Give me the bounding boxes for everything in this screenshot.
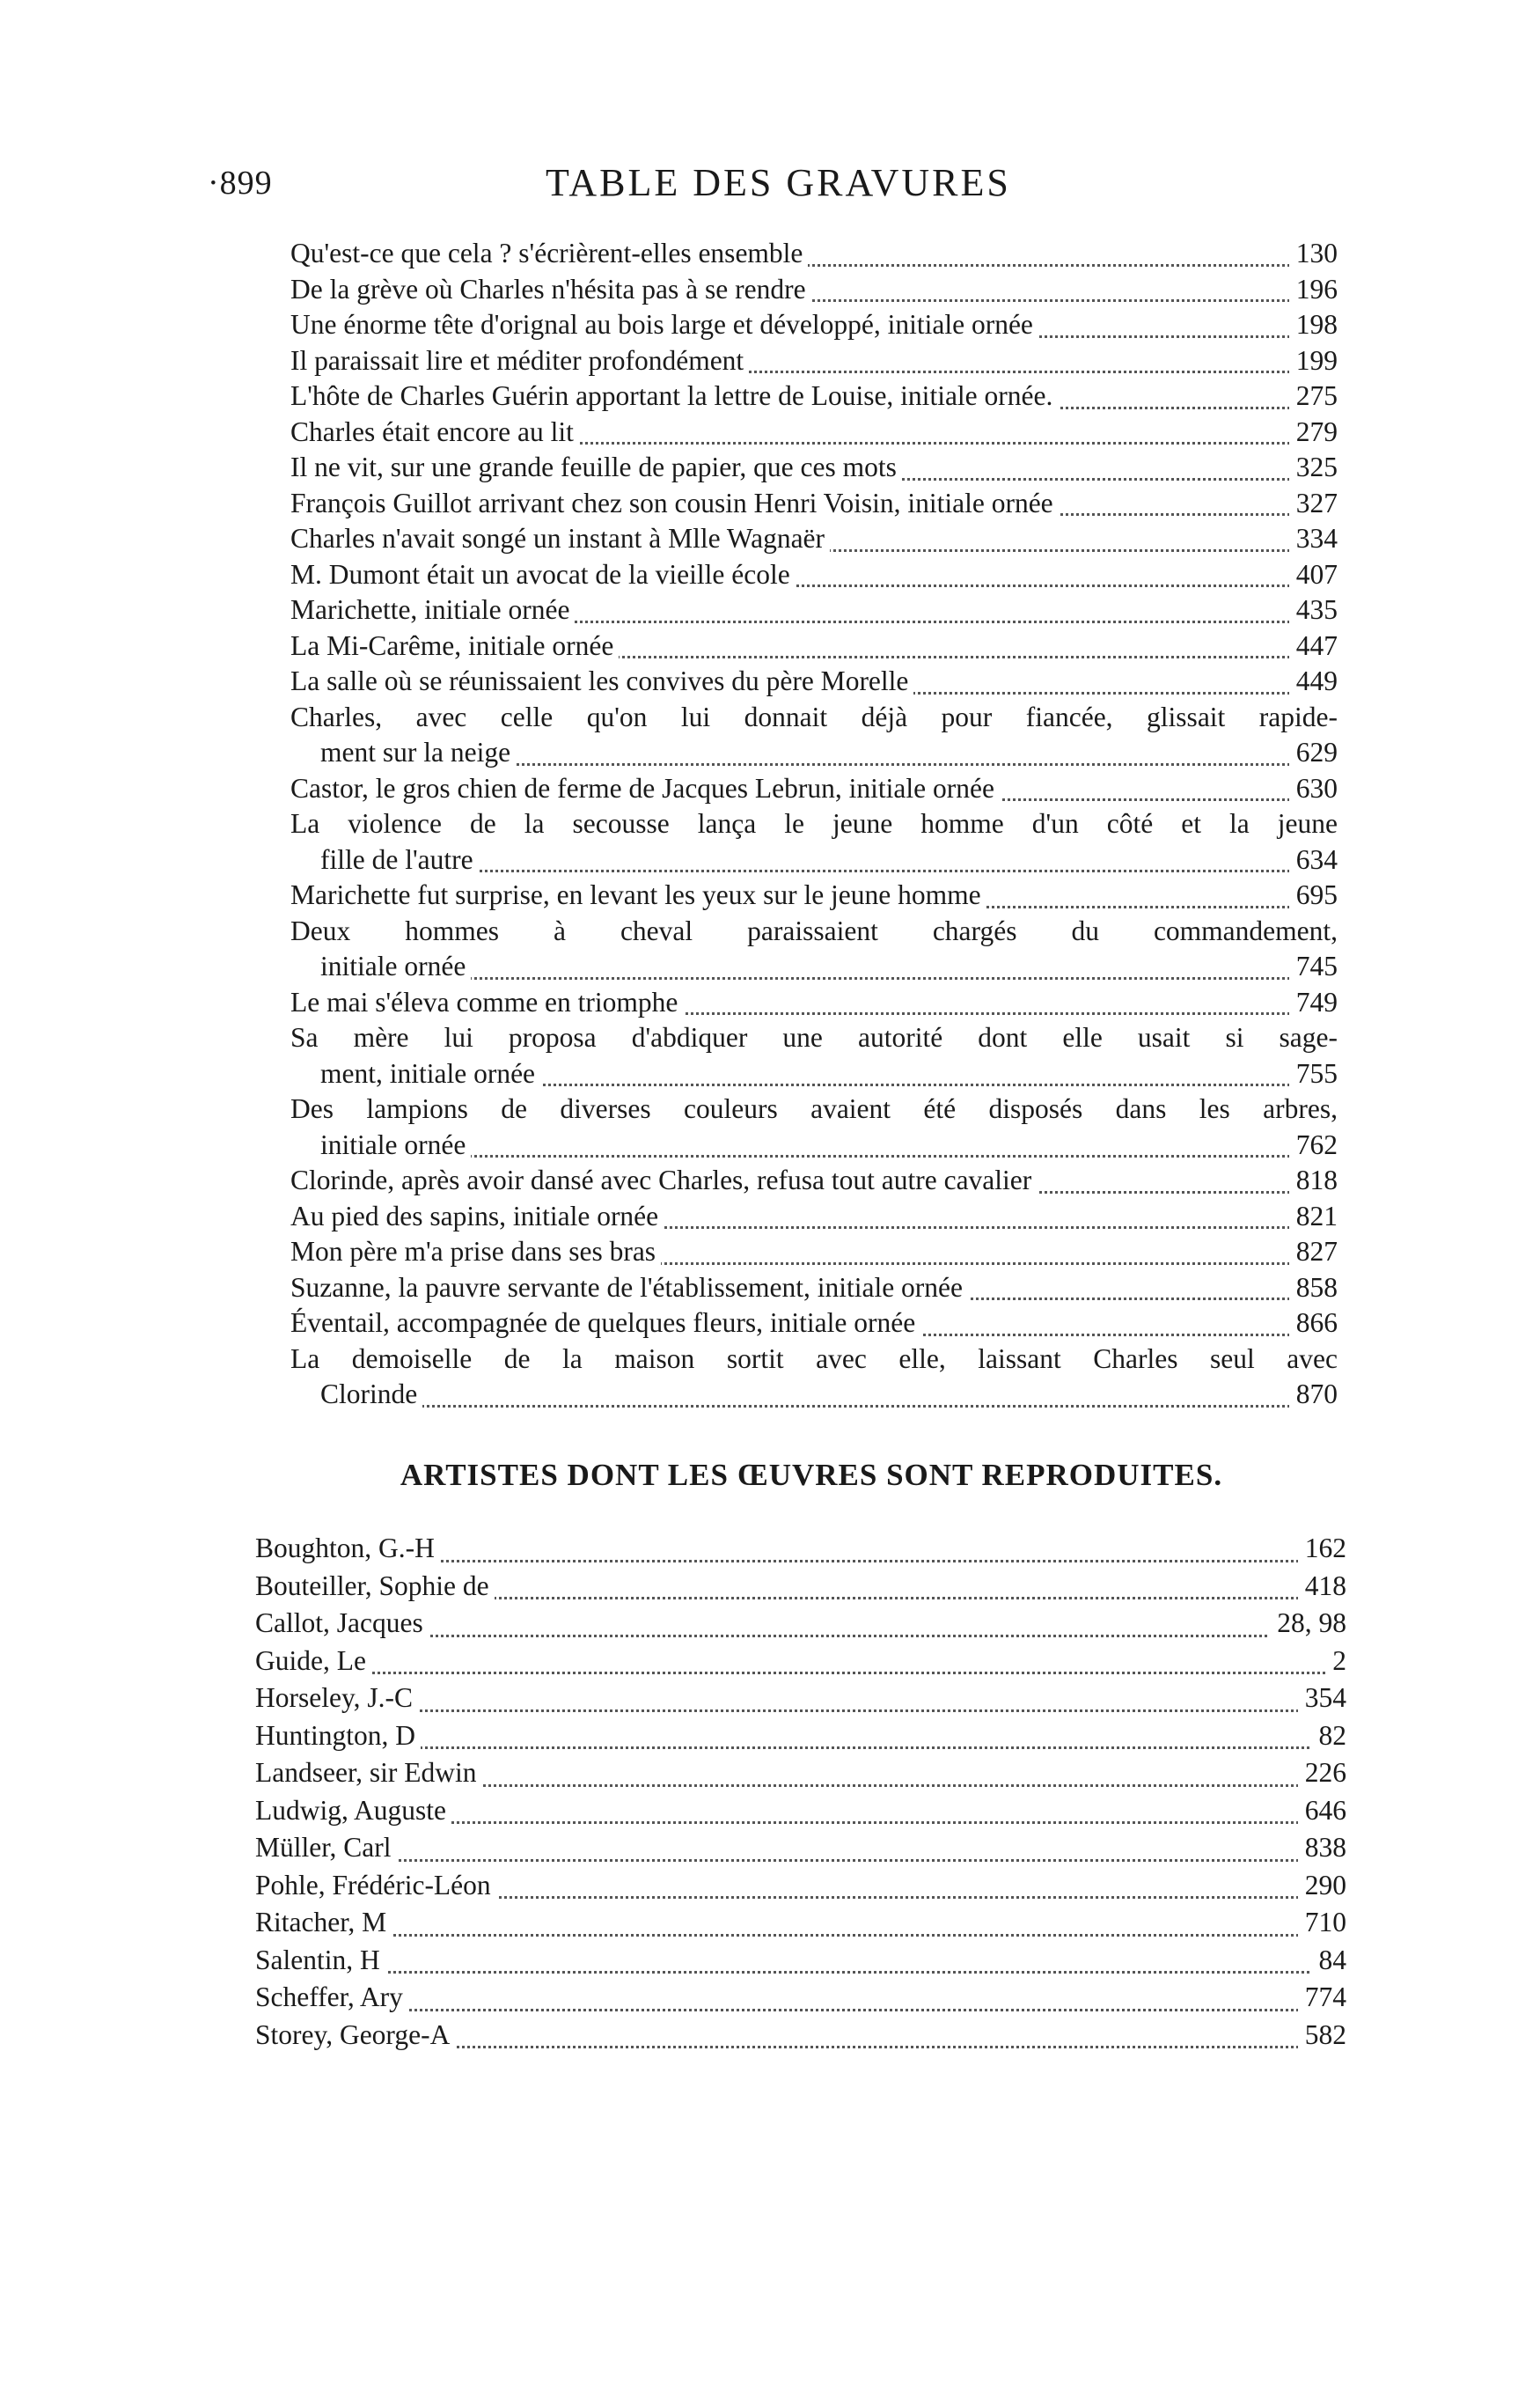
engraving-page-number: 634 — [1289, 842, 1338, 879]
artist-entry — [255, 1530, 1346, 1568]
dot-leader — [290, 1405, 1338, 1408]
artist-name: Pohle, Frédéric-Léon — [255, 1870, 496, 1900]
artist-page-number: 774 — [1298, 1979, 1346, 2017]
artist-name: Huntington, D — [255, 1720, 421, 1751]
dot-leader — [255, 1859, 1346, 1862]
engraving-entry — [290, 272, 1338, 308]
artist-page-number: 418 — [1298, 1568, 1346, 1606]
engraving-caption: Le mai s'éleva comme en triomphe — [290, 987, 683, 1018]
dot-leader — [255, 1709, 1346, 1712]
artist-page-number: 646 — [1298, 1792, 1346, 1830]
artist-name: Salentin, H — [255, 1945, 385, 1975]
engraving-caption-line2: ment, initiale ornée — [290, 1058, 540, 1089]
artist-entry — [255, 1754, 1346, 1792]
engraving-caption: Charles était encore au lit — [290, 416, 579, 447]
engraving-entry — [290, 486, 1338, 522]
engraving-entry — [290, 1270, 1338, 1306]
engravings-list — [290, 236, 1338, 1413]
engraving-caption: Il ne vit, sur une grande feuille de papier, que ces mots — [290, 452, 902, 482]
engraving-caption-line1: Charles, avec celle qu'on lui donnait déjà pour fiancée, glissait rapide- — [290, 700, 1338, 736]
engraving-entry — [290, 878, 1338, 914]
engraving-caption: La salle où se réunissaient les convives du père Morelle — [290, 665, 913, 696]
engraving-page-number: 745 — [1289, 949, 1338, 985]
artist-entry — [255, 1829, 1346, 1867]
engraving-entry — [290, 557, 1338, 593]
artist-name: Horseley, J.-C — [255, 1682, 418, 1713]
engraving-caption: Au pied des sapins, initiale ornée — [290, 1201, 664, 1231]
engraving-entry — [290, 521, 1338, 557]
artist-entry — [255, 1942, 1346, 1980]
engraving-entry — [290, 592, 1338, 629]
engraving-page-number: 449 — [1289, 664, 1338, 700]
engraving-page-number: 629 — [1289, 735, 1338, 771]
engraving-caption: François Guillot arrivant chez son cousin Henri Voisin, initiale ornée — [290, 488, 1059, 518]
artist-name: Storey, George-A — [255, 2019, 455, 2050]
engraving-page-number: 821 — [1289, 1199, 1338, 1235]
engraving-caption: Suzanne, la pauvre servante de l'établissement, initiale ornée — [290, 1272, 968, 1303]
artist-page-number: 162 — [1298, 1530, 1346, 1568]
artist-entry — [255, 1568, 1346, 1606]
engraving-caption: L'hôte de Charles Guérin apportant la lettre de Louise, initiale ornée. — [290, 380, 1058, 411]
artist-page-number: 582 — [1298, 2017, 1346, 2055]
engraving-page-number: 827 — [1289, 1234, 1338, 1270]
engraving-caption: Mon père m'a prise dans ses bras — [290, 1236, 661, 1267]
engraving-page-number: 407 — [1289, 557, 1338, 593]
engraving-page-number: 695 — [1289, 878, 1338, 914]
engraving-page-number: 762 — [1289, 1128, 1338, 1164]
engraving-caption-line1: Deux hommes à cheval paraissaient chargés du commandement, — [290, 914, 1338, 950]
engraving-page-number: 447 — [1289, 629, 1338, 665]
engraving-caption-line2: initiale ornée — [290, 1129, 471, 1160]
engraving-page-number: 130 — [1289, 236, 1338, 272]
artist-page-number: 710 — [1298, 1904, 1346, 1942]
engraving-entry — [290, 1234, 1338, 1270]
dot-leader — [255, 1971, 1346, 1974]
engraving-caption: Qu'est-ce que cela ? s'écrièrent-elles ensemble — [290, 238, 808, 268]
engraving-entry — [290, 771, 1338, 807]
engraving-caption: Marichette fut surprise, en levant les yeux sur le jeune homme — [290, 879, 986, 910]
artist-name: Ritacher, M — [255, 1907, 392, 1937]
engraving-caption-line2: fille de l'autre — [290, 844, 479, 875]
artist-name: Müller, Carl — [255, 1832, 396, 1863]
dot-leader — [255, 1934, 1346, 1937]
engraving-page-number: 858 — [1289, 1270, 1338, 1306]
engraving-entry — [290, 379, 1338, 415]
artists-list — [255, 1530, 1346, 2054]
artist-page-number: 84 — [1312, 1942, 1347, 1980]
artist-entry — [255, 1792, 1346, 1830]
engraving-page-number: 325 — [1289, 450, 1338, 486]
running-head: TABLE DES GRAVURES — [546, 161, 1011, 204]
artist-name: Ludwig, Auguste — [255, 1795, 451, 1826]
engraving-caption: Une énorme tête d'orignal au bois large et développé, initiale ornée — [290, 309, 1038, 340]
engraving-caption: Charles n'avait songé un instant à Mlle Wagnaër — [290, 523, 830, 554]
engraving-entry — [290, 806, 1338, 878]
artist-entry — [255, 1904, 1346, 1942]
engraving-caption: Clorinde, après avoir dansé avec Charles, refusa tout autre cavalier — [290, 1165, 1037, 1195]
artist-page-number: 354 — [1298, 1680, 1346, 1717]
artist-name: Landseer, sir Edwin — [255, 1757, 482, 1788]
engraving-page-number: 818 — [1289, 1163, 1338, 1199]
engraving-caption: Castor, le gros chien de ferme de Jacques Lebrun, initiale ornée — [290, 773, 1000, 804]
engraving-caption-line1: La violence de la secousse lança le jeune homme d'un côté et la jeune — [290, 806, 1338, 842]
engraving-entry — [290, 1342, 1338, 1413]
engraving-page-number: 630 — [1289, 771, 1338, 807]
engraving-entry — [290, 700, 1338, 771]
artist-entry — [255, 1605, 1346, 1643]
artist-entry — [255, 1643, 1346, 1680]
engraving-page-number: 435 — [1289, 592, 1338, 629]
artist-name: Scheffer, Ary — [255, 1981, 408, 2012]
artist-page-number: 290 — [1298, 1867, 1346, 1905]
dot-leader — [255, 1672, 1346, 1674]
engraving-caption-line1: Des lampions de diverses couleurs avaient été disposés dans les arbres, — [290, 1092, 1338, 1128]
artist-entry — [255, 1717, 1346, 1755]
engraving-page-number: 749 — [1289, 985, 1338, 1021]
engraving-entry — [290, 450, 1338, 486]
engraving-entry — [290, 343, 1338, 379]
engraving-caption: M. Dumont était un avocat de la vieille école — [290, 559, 796, 590]
engraving-page-number: 334 — [1289, 521, 1338, 557]
artist-name: Boughton, G.-H — [255, 1533, 440, 1563]
engraving-entry — [290, 307, 1338, 343]
engraving-page-number: 199 — [1289, 343, 1338, 379]
artist-name: Bouteiller, Sophie de — [255, 1570, 495, 1601]
artist-entry — [255, 1867, 1346, 1905]
engraving-caption: Il paraissait lire et méditer profondément — [290, 345, 749, 376]
engraving-entry — [290, 985, 1338, 1021]
engraving-page-number: 275 — [1289, 379, 1338, 415]
engraving-entry — [290, 1305, 1338, 1342]
engraving-page-number: 866 — [1289, 1305, 1338, 1342]
engraving-entry — [290, 1020, 1338, 1092]
artist-entry — [255, 1680, 1346, 1717]
artist-page-number: 226 — [1298, 1754, 1346, 1792]
engraving-page-number: 279 — [1289, 415, 1338, 451]
engraving-page-number: 196 — [1289, 272, 1338, 308]
engraving-caption-line2: Clorinde — [290, 1378, 422, 1409]
engraving-caption-line1: Sa mère lui proposa d'abdiquer une autorité dont elle usait si sage- — [290, 1020, 1338, 1056]
engraving-page-number: 327 — [1289, 486, 1338, 522]
artist-entry — [255, 2017, 1346, 2055]
engraving-entry — [290, 664, 1338, 700]
engraving-caption-line1: La demoiselle de la maison sortit avec elle, laissant Charles seul avec — [290, 1342, 1338, 1378]
engraving-page-number: 198 — [1289, 307, 1338, 343]
engraving-entry — [290, 629, 1338, 665]
artist-page-number: 28, 98 — [1270, 1605, 1346, 1643]
engraving-entry — [290, 1163, 1338, 1199]
engraving-entry — [290, 415, 1338, 451]
engraving-page-number: 870 — [1289, 1377, 1338, 1413]
artist-page-number: 82 — [1312, 1717, 1347, 1755]
engraving-caption: Éventail, accompagnée de quelques fleurs, initiale ornée — [290, 1307, 920, 1338]
artist-entry — [255, 1979, 1346, 2017]
engraving-page-number: 755 — [1289, 1056, 1338, 1092]
artist-page-number: 838 — [1298, 1829, 1346, 1867]
engraving-entry — [290, 1092, 1338, 1163]
engraving-caption: La Mi-Carême, initiale ornée — [290, 630, 619, 661]
engraving-caption-line2: ment sur la neige — [290, 737, 516, 768]
engraving-caption: De la grève où Charles n'hésita pas à se rendre — [290, 274, 811, 305]
engraving-entry — [290, 914, 1338, 985]
artist-name: Callot, Jacques — [255, 1607, 429, 1638]
engraving-caption-line2: initiale ornée — [290, 951, 471, 981]
artist-page-number: 2 — [1325, 1643, 1346, 1680]
dot-leader — [255, 2009, 1346, 2011]
artist-name: Guide, Le — [255, 1645, 371, 1676]
engraving-entry — [290, 1199, 1338, 1235]
page-number: ·899 — [208, 165, 273, 202]
artists-section-heading: ARTISTES DONT LES ŒUVRES SONT REPRODUITES. — [400, 1458, 1223, 1492]
engraving-caption: Marichette, initiale ornée — [290, 594, 575, 625]
engraving-entry — [290, 236, 1338, 272]
